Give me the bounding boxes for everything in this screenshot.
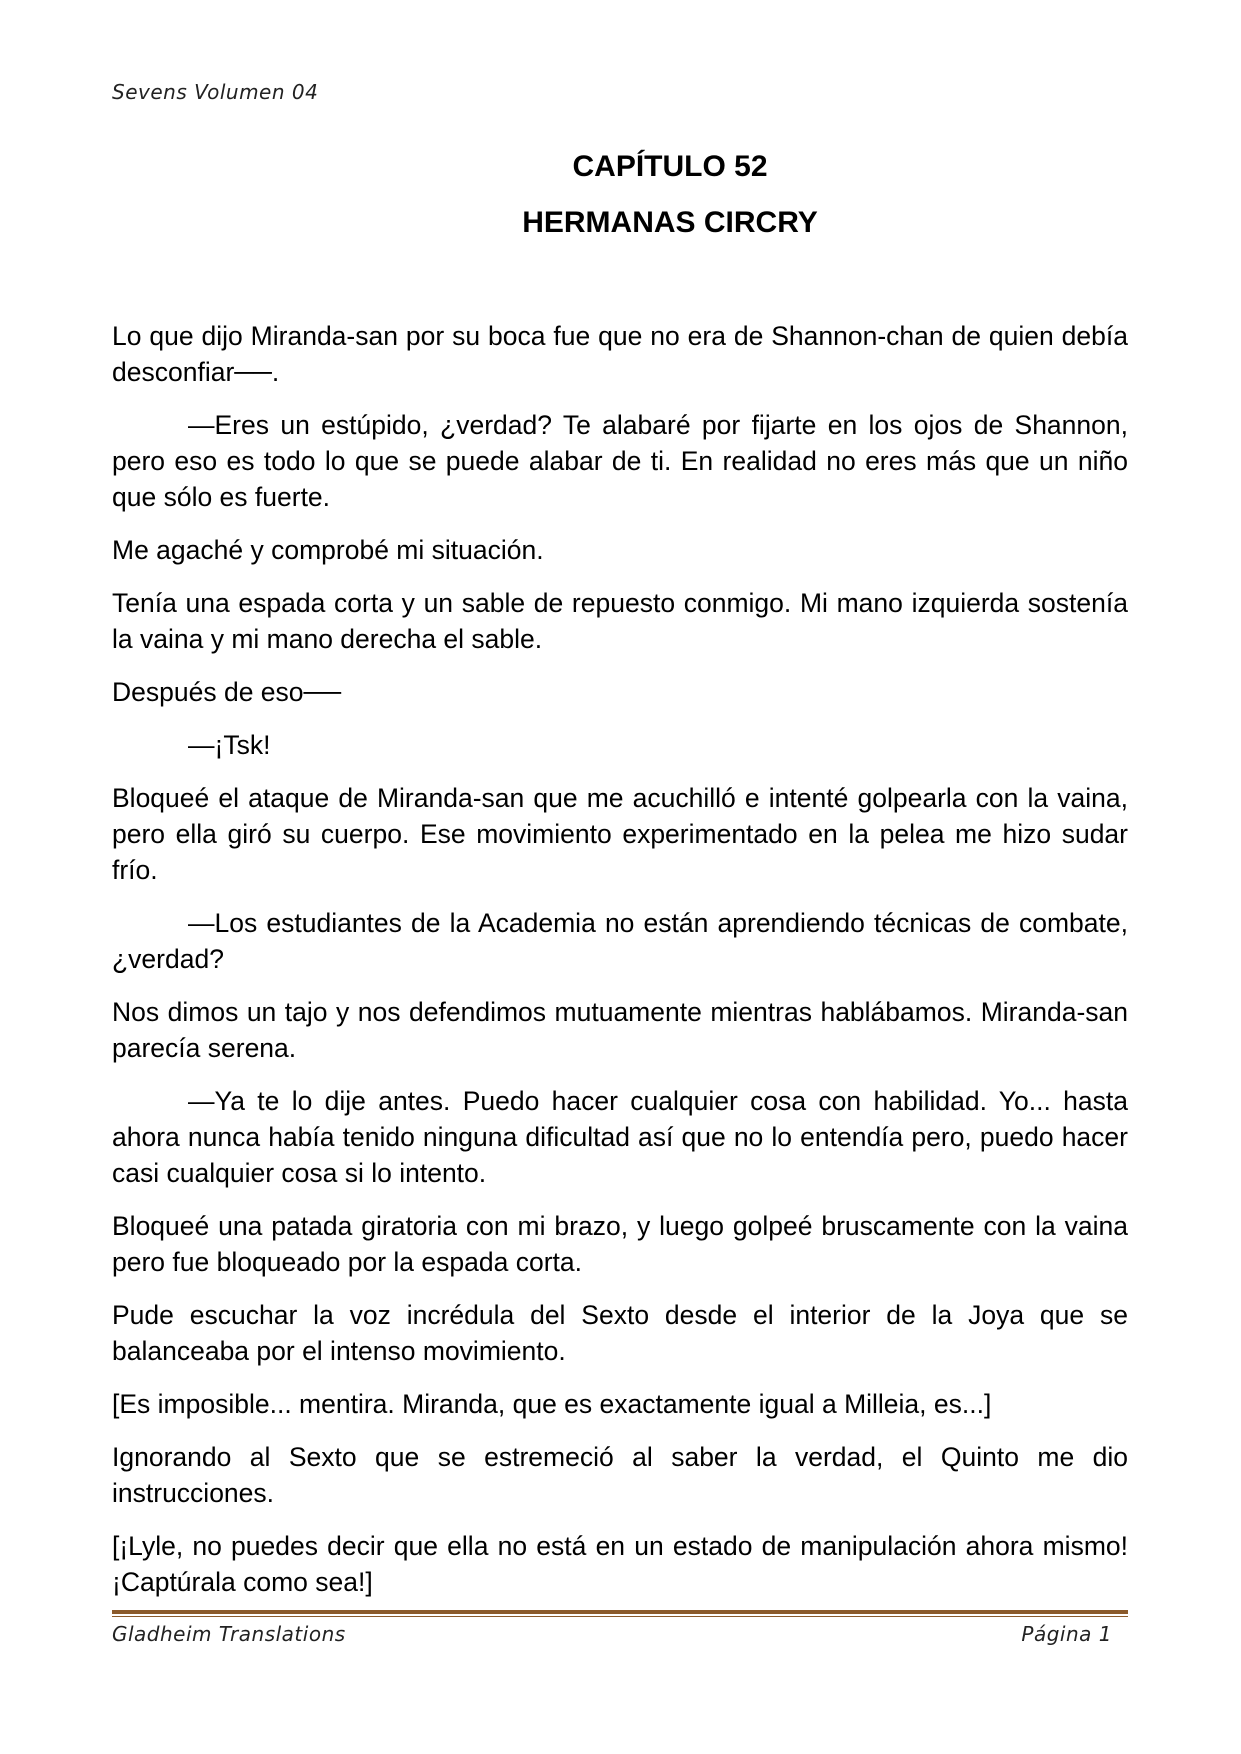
chapter-title: HERMANAS CIRCRY bbox=[522, 206, 818, 239]
paragraph: Después de eso── bbox=[112, 677, 342, 707]
chapter-number: CAPÍTULO 52 bbox=[572, 150, 768, 183]
paragraph: Ignorando al Sexto que se estremeció al saber la verdad, el Quinto me dio instrucciones. bbox=[112, 1442, 1128, 1508]
footer-publisher: Gladheim Translations bbox=[112, 1622, 346, 1646]
dialog-paragraph: —¡Tsk! bbox=[188, 730, 271, 760]
dialog-paragraph: —Los estudiantes de la Academia no están aprendiendo técnicas de combate, ¿verdad? bbox=[112, 908, 1128, 974]
footer-divider-thick bbox=[112, 1610, 1128, 1614]
body-text bbox=[112, 318, 1128, 1617]
paragraph: Bloqueé una patada giratoria con mi brazo, y luego golpeé bruscamente con la vaina pero fue bloqueado por la espada corta. bbox=[112, 1211, 1128, 1277]
footer-divider bbox=[112, 1610, 1128, 1617]
running-footer bbox=[112, 1622, 1112, 1646]
paragraph: Nos dimos un tajo y nos defendimos mutuamente mientras hablábamos. Miranda-san parecía serena. bbox=[112, 997, 1128, 1063]
paragraph: Bloqueé el ataque de Miranda-san que me acuchilló e intenté golpearla con la vaina, pero ella giró su cuerpo. Ese movimiento experimentado en la pelea me hizo sudar frío. bbox=[112, 783, 1128, 885]
paragraph: [¡Lyle, no puedes decir que ella no está en un estado de manipulación ahora mismo! ¡Captúrala como sea!] bbox=[112, 1531, 1128, 1597]
chapter-heading bbox=[112, 150, 1128, 240]
dialog-paragraph: —Ya te lo dije antes. Puedo hacer cualquier cosa con habilidad. Yo... hasta ahora nunca había tenido ninguna dificultad así que no lo entendía pero, puedo hacer casi cualquier cosa si lo intento. bbox=[112, 1086, 1128, 1188]
footer-divider-thin bbox=[112, 1616, 1128, 1617]
running-header: Sevens Volumen 04 bbox=[112, 80, 319, 104]
paragraph: Lo que dijo Miranda-san por su boca fue que no era de Shannon-chan de quien debía desconfiar──. bbox=[112, 321, 1128, 387]
footer-page-number: Página 1 bbox=[1021, 1622, 1112, 1646]
paragraph: Pude escuchar la voz incrédula del Sexto desde el interior de la Joya que se balanceaba por el intenso movimiento. bbox=[112, 1300, 1128, 1366]
paragraph: Tenía una espada corta y un sable de repuesto conmigo. Mi mano izquierda sostenía la vaina y mi mano derecha el sable. bbox=[112, 588, 1128, 654]
paragraph: [Es imposible... mentira. Miranda, que es exactamente igual a Milleia, es...] bbox=[112, 1389, 992, 1419]
dialog-paragraph: —Eres un estúpido, ¿verdad? Te alabaré por fijarte en los ojos de Shannon, pero eso es todo lo que se puede alabar de ti. En realidad no eres más que un niño que sólo es fuerte. bbox=[112, 410, 1128, 512]
paragraph: Me agaché y comprobé mi situación. bbox=[112, 535, 544, 565]
